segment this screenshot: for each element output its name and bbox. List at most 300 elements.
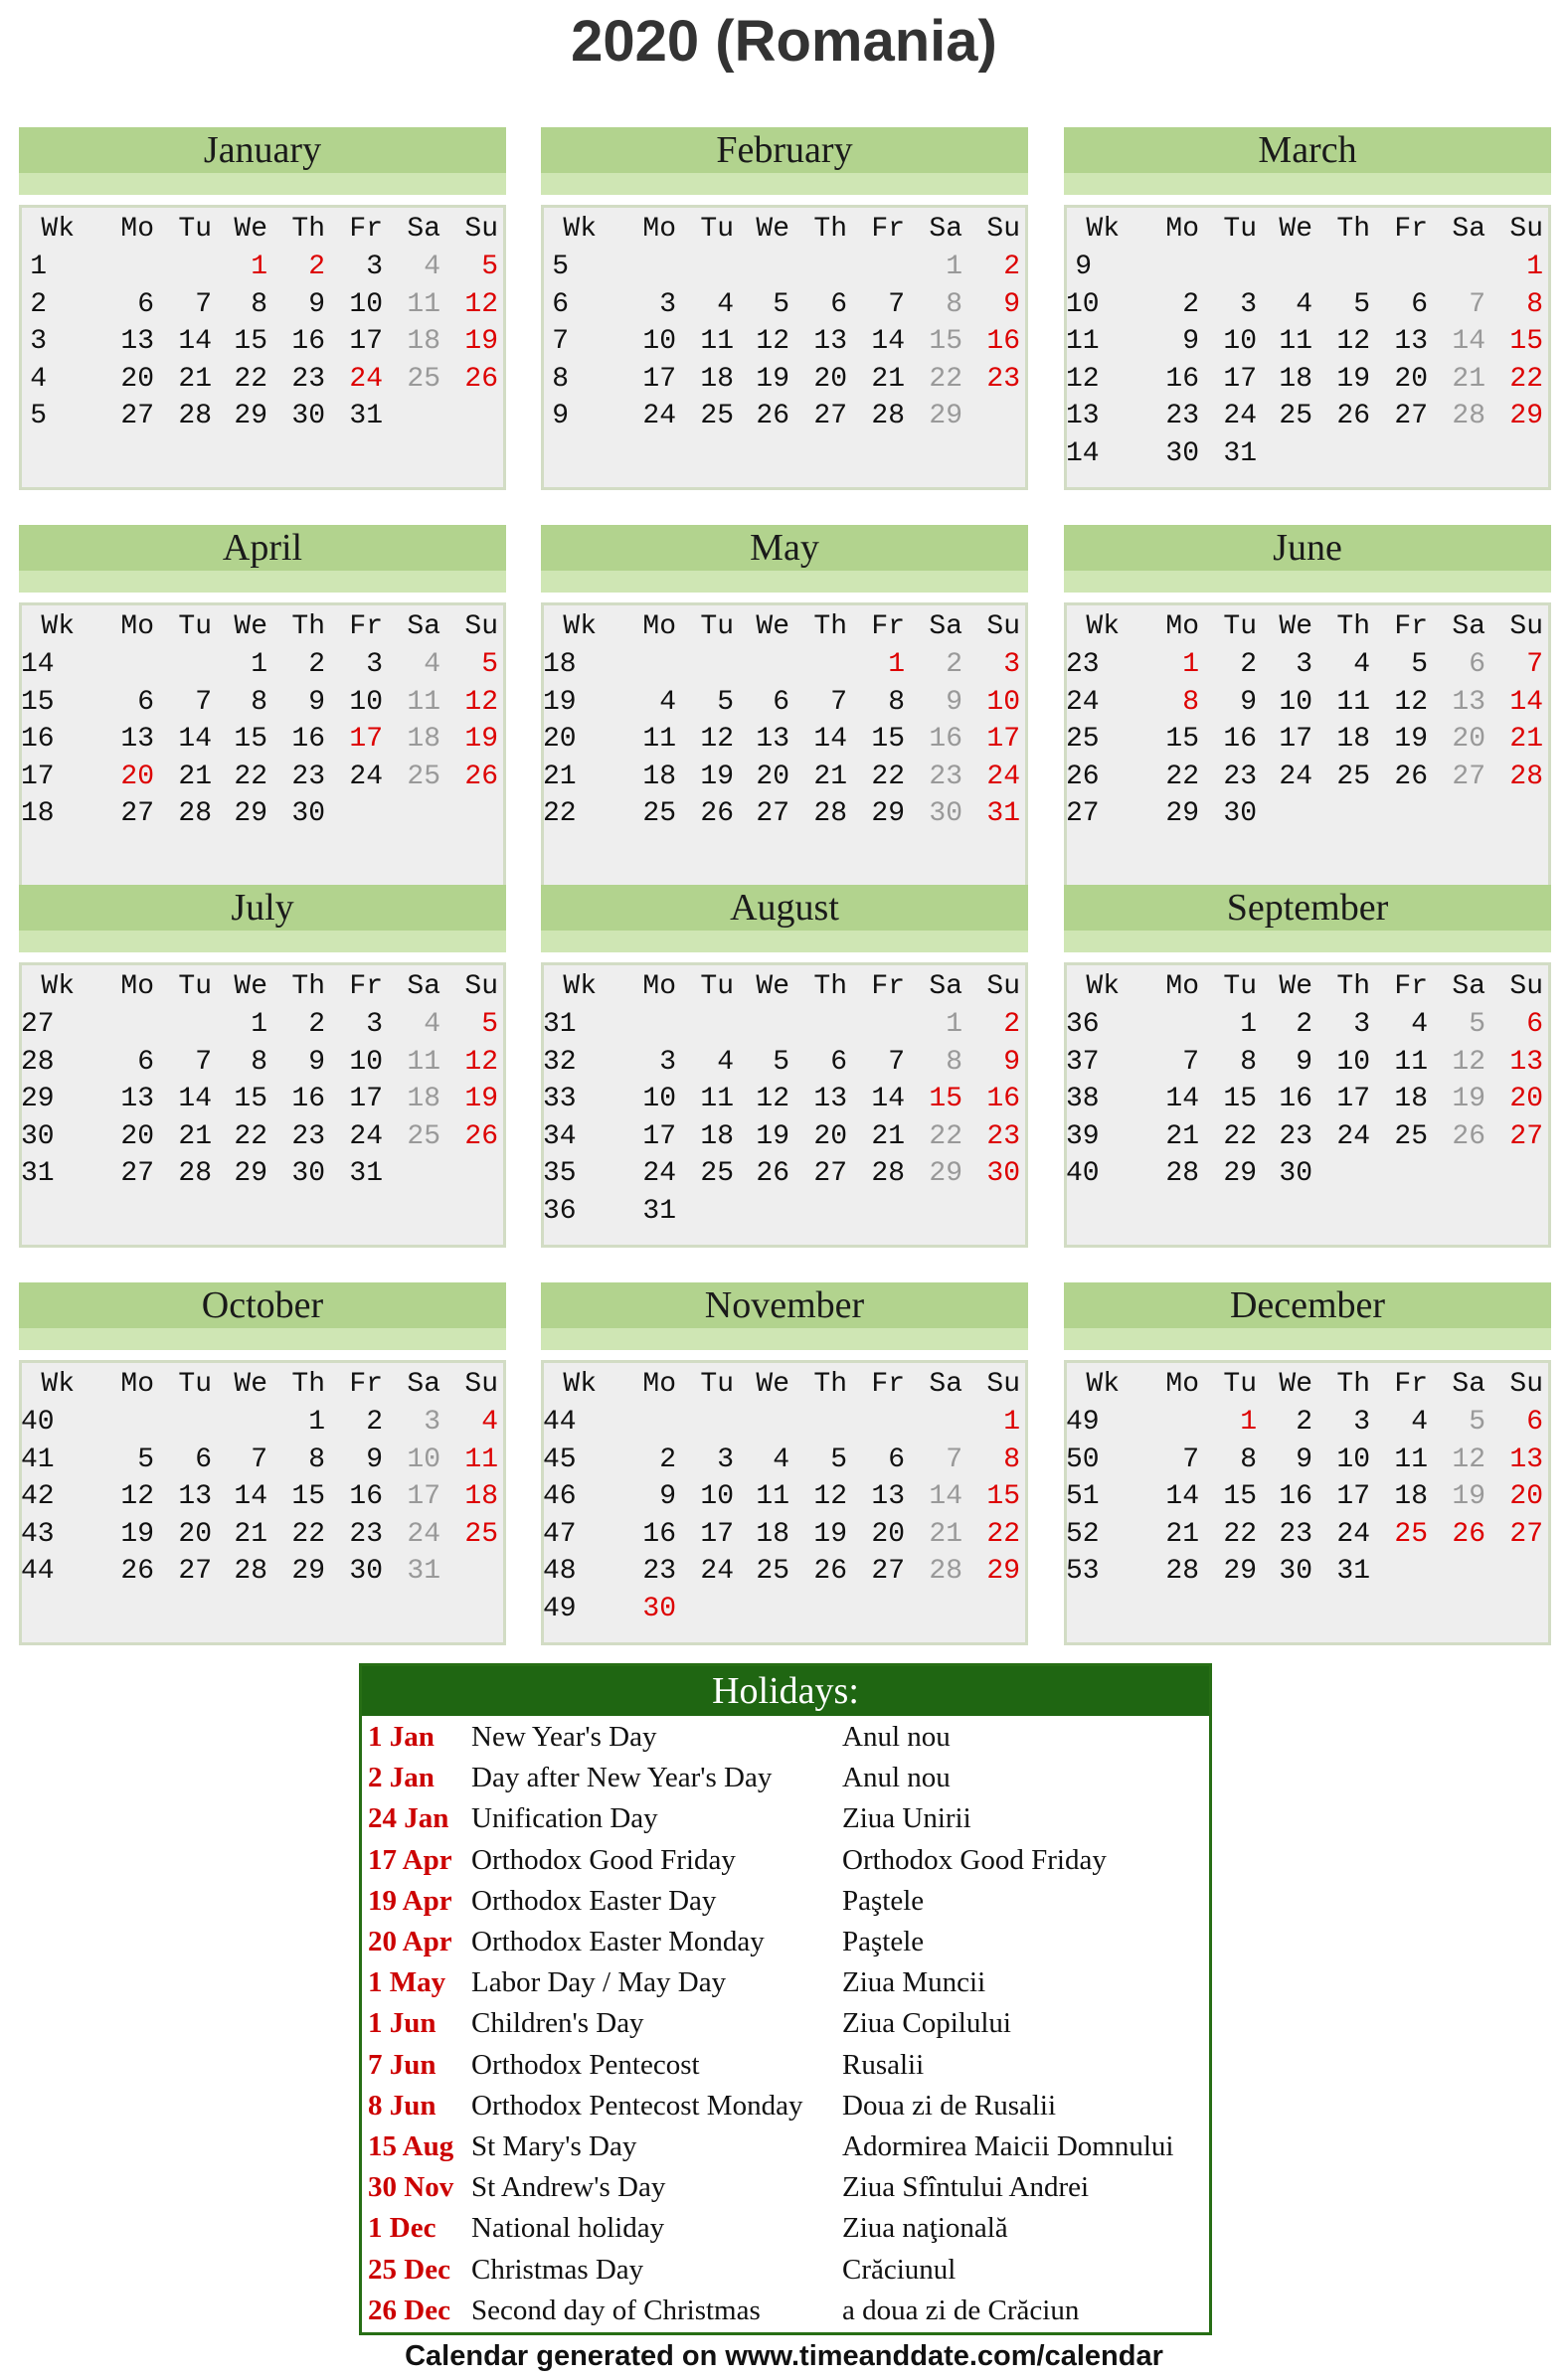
day-cell: 30 [291, 798, 325, 829]
weekday-header: Su [464, 214, 498, 245]
day-cell: 27 [813, 401, 847, 431]
day-cell: 7 [195, 686, 212, 718]
day-cell: 22 [234, 363, 267, 395]
day-cell: 4 [659, 686, 676, 718]
month-february [541, 127, 1028, 488]
day-cell: 28 [178, 798, 212, 829]
day-cell: 14 [1165, 1481, 1199, 1512]
day-cell: 23 [1223, 761, 1257, 792]
day-cell: 6 [137, 1046, 154, 1078]
day-cell: 12 [464, 288, 498, 320]
day-cell: 19 [1394, 724, 1428, 755]
weekday-header: Mo [642, 214, 676, 245]
month-subheader-band [541, 173, 1028, 195]
day-cell: 21 [1165, 1120, 1199, 1152]
weekday-header: We [1279, 611, 1312, 642]
holiday-date: 19 Apr [368, 1884, 452, 1917]
day-cell: 25 [407, 761, 440, 792]
day-cell: 28 [813, 798, 847, 829]
day-cell: 13 [756, 724, 789, 755]
day-cell: 3 [1240, 288, 1257, 320]
day-cell: 13 [120, 724, 154, 755]
day-cell: 30 [291, 401, 325, 431]
day-cell: 16 [929, 724, 962, 755]
day-cell: 20 [1394, 363, 1428, 395]
day-cell: 2 [366, 1407, 383, 1438]
week-number: 9 [552, 401, 569, 431]
week-number: 1 [30, 252, 47, 282]
holiday-row [362, 1757, 1209, 1798]
day-cell: 31 [1336, 1556, 1370, 1587]
weekday-header: Sa [929, 1369, 962, 1400]
weekday-header: Fr [349, 971, 383, 1002]
day-cell: 15 [871, 724, 905, 755]
day-cell: 24 [1336, 1518, 1370, 1550]
weekday-header: Su [986, 971, 1020, 1002]
week-number-header: Wk [41, 214, 75, 245]
day-cell: 17 [1336, 1481, 1370, 1512]
day-cell: 28 [1509, 761, 1543, 792]
day-cell: 9 [659, 1481, 676, 1512]
holiday-name-english: National holiday [471, 2212, 665, 2245]
day-cell: 6 [830, 1046, 847, 1078]
day-cell: 10 [1336, 1444, 1370, 1475]
day-cell: 5 [830, 1444, 847, 1475]
weekday-header: We [234, 1369, 267, 1400]
month-name: November [541, 1282, 1028, 1328]
holiday-name-romanian: Rusalii [842, 2048, 925, 2081]
day-cell: 16 [1165, 363, 1199, 395]
day-cell: 12 [464, 686, 498, 718]
day-cell: 12 [1452, 1444, 1485, 1475]
day-cell: 10 [986, 686, 1020, 718]
day-cell: 16 [291, 724, 325, 755]
holiday-name-romanian: Orthodox Good Friday [842, 1843, 1107, 1876]
weekday-header: Mo [1165, 214, 1199, 245]
day-cell: 24 [700, 1556, 734, 1587]
day-cell: 25 [1336, 761, 1370, 792]
week-number: 8 [552, 363, 569, 395]
weekday-header: Sa [929, 971, 962, 1002]
day-cell: 11 [1394, 1046, 1428, 1078]
weekday-header: Sa [1452, 971, 1485, 1002]
holiday-name-english: Children's Day [471, 2007, 644, 2040]
month-november [541, 1282, 1028, 1643]
week-number: 49 [543, 1593, 577, 1624]
day-cell: 6 [137, 686, 154, 718]
day-cell: 8 [1526, 288, 1543, 320]
weekday-header: Fr [871, 1369, 905, 1400]
day-cell: 4 [1296, 288, 1312, 320]
month-subheader-band [19, 173, 506, 195]
week-number: 50 [1066, 1444, 1100, 1475]
day-cell: 13 [813, 326, 847, 357]
weekday-header: Tu [700, 611, 734, 642]
weekday-header: Sa [1452, 611, 1485, 642]
month-name: May [541, 525, 1028, 571]
day-cell: 16 [642, 1518, 676, 1550]
day-cell: 15 [929, 326, 962, 357]
day-cell: 27 [120, 401, 154, 431]
day-cell: 10 [1336, 1046, 1370, 1078]
month-may [541, 525, 1028, 886]
week-number: 51 [1066, 1481, 1100, 1512]
day-cell: 18 [700, 363, 734, 395]
weekday-header: Fr [871, 214, 905, 245]
week-number-header: Wk [563, 1369, 597, 1400]
day-cell: 9 [1003, 288, 1020, 320]
day-cell: 5 [481, 252, 498, 282]
month-name: December [1064, 1282, 1551, 1328]
day-cell: 22 [929, 1120, 962, 1152]
month-subheader-band [541, 1328, 1028, 1350]
day-cell: 11 [407, 1046, 440, 1078]
month-january [19, 127, 506, 488]
day-cell: 12 [1336, 326, 1370, 357]
weekday-header: Su [1509, 611, 1543, 642]
weekday-header: Mo [642, 611, 676, 642]
day-cell: 5 [1411, 649, 1428, 680]
day-cell: 30 [349, 1556, 383, 1587]
day-cell: 15 [986, 1481, 1020, 1512]
weekday-header: Th [291, 971, 325, 1002]
holiday-row [362, 1921, 1209, 1962]
day-cell: 14 [178, 1084, 212, 1114]
day-cell: 11 [407, 686, 440, 718]
day-cell: 20 [756, 761, 789, 792]
week-number-header: Wk [41, 1369, 75, 1400]
holiday-date: 30 Nov [368, 2171, 454, 2204]
weekday-header: Mo [120, 1369, 154, 1400]
day-cell: 4 [717, 288, 734, 320]
holiday-date: 24 Jan [368, 1802, 449, 1835]
day-cell: 27 [871, 1556, 905, 1587]
week-number: 2 [30, 288, 47, 320]
day-cell: 9 [308, 288, 325, 320]
day-cell: 8 [251, 288, 267, 320]
day-cell: 20 [178, 1518, 212, 1550]
day-cell: 3 [1296, 649, 1312, 680]
holiday-name-romanian: Crăciunul [842, 2253, 957, 2286]
week-number: 19 [543, 686, 577, 718]
day-cell: 29 [291, 1556, 325, 1587]
weekday-header: Sa [407, 214, 440, 245]
day-cell: 23 [1165, 401, 1199, 431]
month-subheader-band [1064, 931, 1551, 952]
day-cell: 7 [888, 1046, 905, 1078]
day-cell: 24 [349, 1120, 383, 1152]
month-august [541, 885, 1028, 1246]
day-cell: 26 [813, 1556, 847, 1587]
week-number-header: Wk [563, 611, 597, 642]
month-name: April [19, 525, 506, 571]
weekday-header: Su [986, 214, 1020, 245]
weekday-header: Mo [1165, 971, 1199, 1002]
day-cell: 10 [349, 288, 383, 320]
day-cell: 27 [1394, 401, 1428, 431]
month-name: June [1064, 525, 1551, 571]
weekday-header: Th [813, 971, 847, 1002]
month-october [19, 1282, 506, 1643]
day-cell: 11 [642, 724, 676, 755]
day-cell: 31 [642, 1195, 676, 1227]
day-cell: 20 [120, 761, 154, 792]
day-cell: 25 [407, 1120, 440, 1152]
day-cell: 14 [929, 1481, 962, 1512]
day-cell: 15 [234, 326, 267, 357]
day-cell: 23 [349, 1518, 383, 1550]
week-number: 33 [543, 1084, 577, 1114]
day-cell: 21 [1165, 1518, 1199, 1550]
day-cell: 23 [1279, 1120, 1312, 1152]
week-number: 7 [552, 326, 569, 357]
weekday-header: Tu [700, 214, 734, 245]
day-cell: 2 [308, 649, 325, 680]
day-cell: 19 [813, 1518, 847, 1550]
day-cell: 19 [464, 1084, 498, 1114]
week-number: 18 [21, 798, 55, 829]
day-cell: 23 [986, 1120, 1020, 1152]
week-number: 20 [543, 724, 577, 755]
day-cell: 1 [308, 1407, 325, 1438]
weekday-header: Tu [700, 971, 734, 1002]
weekday-header: Tu [1223, 971, 1257, 1002]
day-cell: 11 [1279, 326, 1312, 357]
weekday-header: We [1279, 214, 1312, 245]
day-cell: 27 [120, 798, 154, 829]
weekday-header: Mo [642, 971, 676, 1002]
day-cell: 22 [929, 363, 962, 395]
week-number: 23 [1066, 649, 1100, 680]
day-cell: 9 [946, 686, 962, 718]
week-number: 36 [543, 1195, 577, 1227]
day-cell: 6 [137, 288, 154, 320]
day-cell: 23 [291, 761, 325, 792]
day-cell: 25 [700, 1158, 734, 1189]
week-number: 12 [1066, 363, 1100, 395]
day-cell: 1 [1240, 1407, 1257, 1438]
week-number: 15 [21, 686, 55, 718]
day-cell: 5 [773, 288, 789, 320]
day-cell: 5 [481, 1009, 498, 1040]
day-cell: 26 [464, 363, 498, 395]
day-cell: 1 [251, 1009, 267, 1040]
day-cell: 17 [349, 724, 383, 755]
week-number: 14 [1066, 437, 1100, 469]
day-cell: 26 [756, 1158, 789, 1189]
day-cell: 4 [424, 649, 440, 680]
day-cell: 10 [1223, 326, 1257, 357]
holiday-date: 1 Dec [368, 2212, 436, 2245]
day-cell: 1 [888, 649, 905, 680]
holiday-name-english: Unification Day [471, 1802, 658, 1835]
day-cell: 4 [773, 1444, 789, 1475]
week-number: 35 [543, 1158, 577, 1189]
weekday-header: Th [813, 214, 847, 245]
day-cell: 14 [178, 724, 212, 755]
week-number: 17 [21, 761, 55, 792]
weekday-header: Fr [871, 611, 905, 642]
day-cell: 6 [773, 686, 789, 718]
holiday-date: 1 Jun [368, 2007, 436, 2040]
day-cell: 12 [756, 1084, 789, 1114]
day-cell: 26 [756, 401, 789, 431]
weekday-header: Sa [1452, 1369, 1485, 1400]
weekday-header: We [756, 611, 789, 642]
weekday-header: Th [813, 611, 847, 642]
day-cell: 31 [986, 798, 1020, 829]
weekday-header: We [1279, 1369, 1312, 1400]
weekday-header: Su [1509, 214, 1543, 245]
day-cell: 19 [464, 724, 498, 755]
day-cell: 8 [308, 1444, 325, 1475]
footer-credit: Calendar generated on www.timeanddate.com/calendar [405, 2340, 1163, 2372]
day-cell: 31 [407, 1556, 440, 1587]
day-cell: 21 [178, 761, 212, 792]
day-cell: 15 [291, 1481, 325, 1512]
day-cell: 7 [830, 686, 847, 718]
weekday-header: Sa [407, 611, 440, 642]
week-number-header: Wk [41, 971, 75, 1002]
day-cell: 11 [1336, 686, 1370, 718]
day-cell: 15 [1165, 724, 1199, 755]
week-number: 11 [1066, 326, 1100, 357]
day-cell: 23 [1279, 1518, 1312, 1550]
day-cell: 14 [178, 326, 212, 357]
day-cell: 20 [120, 1120, 154, 1152]
day-cell: 12 [1394, 686, 1428, 718]
weekday-header: Mo [120, 214, 154, 245]
day-cell: 9 [1003, 1046, 1020, 1078]
holiday-date: 8 Jun [368, 2089, 436, 2122]
day-cell: 13 [120, 1084, 154, 1114]
day-cell: 7 [1182, 1046, 1199, 1078]
day-cell: 30 [1279, 1556, 1312, 1587]
day-cell: 23 [929, 761, 962, 792]
day-cell: 24 [642, 1158, 676, 1189]
day-cell: 3 [366, 649, 383, 680]
week-number: 43 [21, 1518, 55, 1550]
holiday-name-romanian: Anul nou [842, 1721, 951, 1753]
day-cell: 10 [349, 686, 383, 718]
holiday-name-english: Orthodox Easter Monday [471, 1926, 765, 1957]
day-cell: 20 [813, 363, 847, 395]
weekday-header: Su [986, 611, 1020, 642]
day-cell: 18 [1336, 724, 1370, 755]
day-cell: 15 [1509, 326, 1543, 357]
weekday-header: We [1279, 971, 1312, 1002]
weekday-header: Th [1336, 214, 1370, 245]
day-cell: 18 [1394, 1084, 1428, 1114]
day-cell: 17 [1279, 724, 1312, 755]
month-name: March [1064, 127, 1551, 173]
week-number: 27 [1066, 798, 1100, 829]
day-cell: 5 [1353, 288, 1370, 320]
holiday-row [362, 2044, 1209, 2086]
day-cell: 28 [234, 1556, 267, 1587]
day-cell: 22 [1223, 1518, 1257, 1550]
day-cell: 5 [137, 1444, 154, 1475]
week-number: 44 [21, 1556, 55, 1587]
day-cell: 18 [700, 1120, 734, 1152]
day-cell: 21 [178, 1120, 212, 1152]
week-number: 31 [21, 1158, 55, 1189]
holiday-name-romanian: Ziua Unirii [842, 1802, 971, 1835]
day-cell: 22 [234, 1120, 267, 1152]
weekday-header: Th [1336, 971, 1370, 1002]
day-cell: 26 [1394, 761, 1428, 792]
day-cell: 13 [813, 1084, 847, 1114]
day-cell: 30 [291, 1158, 325, 1189]
holiday-name-english: St Andrew's Day [471, 2171, 666, 2204]
day-cell: 14 [813, 724, 847, 755]
weekday-header: Mo [120, 611, 154, 642]
day-cell: 22 [986, 1518, 1020, 1550]
day-cell: 30 [1279, 1158, 1312, 1189]
week-number: 38 [1066, 1084, 1100, 1114]
day-cell: 18 [464, 1481, 498, 1512]
day-cell: 14 [234, 1481, 267, 1512]
day-cell: 29 [1165, 798, 1199, 829]
day-cell: 13 [1509, 1046, 1543, 1078]
day-cell: 17 [700, 1518, 734, 1550]
week-number: 40 [1066, 1158, 1100, 1189]
day-cell: 7 [888, 288, 905, 320]
holiday-name-romanian: Ziua Sfîntului Andrei [842, 2171, 1090, 2204]
day-cell: 21 [234, 1518, 267, 1550]
day-cell: 7 [195, 1046, 212, 1078]
day-cell: 14 [1165, 1084, 1199, 1114]
day-cell: 22 [1223, 1120, 1257, 1152]
holiday-row [362, 2207, 1209, 2249]
day-cell: 16 [1223, 724, 1257, 755]
day-cell: 12 [120, 1481, 154, 1512]
day-cell: 22 [1165, 761, 1199, 792]
day-cell: 3 [717, 1444, 734, 1475]
month-name: October [19, 1282, 506, 1328]
day-cell: 7 [1182, 1444, 1199, 1475]
day-cell: 19 [700, 761, 734, 792]
month-june [1064, 525, 1551, 886]
month-subheader-band [1064, 571, 1551, 593]
day-cell: 4 [717, 1046, 734, 1078]
day-cell: 26 [464, 1120, 498, 1152]
day-cell: 27 [178, 1556, 212, 1587]
week-number: 28 [21, 1046, 55, 1078]
day-cell: 29 [1223, 1158, 1257, 1189]
day-cell: 3 [659, 288, 676, 320]
holiday-row [362, 1797, 1209, 1839]
day-cell: 4 [1411, 1407, 1428, 1438]
day-cell: 18 [756, 1518, 789, 1550]
day-cell: 26 [1336, 401, 1370, 431]
day-cell: 29 [986, 1556, 1020, 1587]
holiday-name-english: Orthodox Good Friday [471, 1843, 736, 1876]
day-cell: 23 [291, 363, 325, 395]
month-subheader-band [19, 571, 506, 593]
day-cell: 23 [986, 363, 1020, 395]
day-cell: 25 [700, 401, 734, 431]
weekday-header: Sa [1452, 214, 1485, 245]
week-number: 4 [30, 363, 47, 395]
day-cell: 4 [424, 1009, 440, 1040]
day-cell: 27 [756, 798, 789, 829]
day-cell: 8 [251, 1046, 267, 1078]
week-number: 31 [543, 1009, 577, 1040]
weekday-header: We [234, 611, 267, 642]
week-number: 34 [543, 1120, 577, 1152]
weekday-header: Su [464, 611, 498, 642]
